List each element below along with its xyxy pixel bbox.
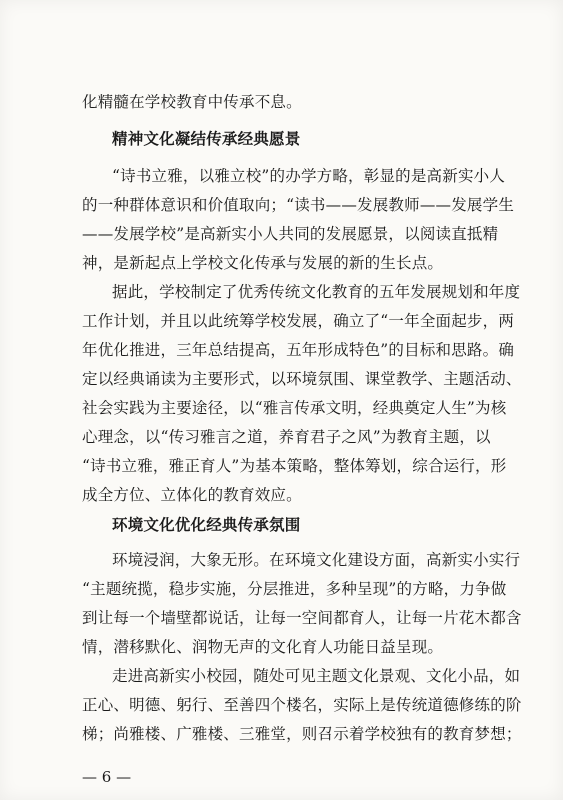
text-line: 成全方位、立体化的教育效应。 [82, 486, 302, 504]
text-line: “主题统揽，稳步实施，分层推进，多种呈现”的方略，力争做 [82, 580, 507, 598]
text-line: 环境浸润，大象无形。在环境文化建设方面，高新实小实行 [112, 551, 521, 569]
text-line: ——发展学校”是高新实小人共同的发展愿景，以阅读直抵精 [82, 225, 499, 243]
text-line: 情，潜移默化、润物无声的文化育人功能日益呈现。 [82, 638, 444, 656]
section-heading: 精神文化凝结传承经典愿景 [112, 129, 301, 148]
text-line: 神，是新起点上学校文化传承与发展的新的生长点。 [82, 254, 444, 272]
page-number: — 6 — [82, 768, 132, 786]
text-line: 到让每一个墙壁都说话，让每一空间都育人，让每一片花木都含 [82, 609, 522, 627]
text-line: 走进高新实小校园，随处可见主题文化景观、文化小品，如 [112, 667, 521, 685]
text-line: 化精髓在学校教育中传承不息。 [82, 93, 302, 111]
text-line: “诗书立雅，以雅立校”的办学方略，彰显的是高新实小人 [112, 167, 506, 185]
text-line: 梯；尚雅楼、广雅楼、三雅堂，则召示着学校独有的教育梦想； [82, 725, 522, 743]
text-line: 心理念，以“传习雅言之道，养育君子之风”为教育主题，以 [82, 428, 491, 446]
text-line: 工作计划，并且以此统筹学校发展，确立了“一年全面起步，两 [82, 312, 515, 330]
section-heading: 环境文化优化经典传承氛围 [112, 515, 301, 534]
text-line: 据此，学校制定了优秀传统文化教育的五年发展规划和年度 [112, 283, 521, 301]
text-line: 的一种群体意识和价值取向；“读书——发展教师——发展学生 [82, 196, 515, 214]
text-line: 定以经典诵读为主要形式，以环境氛围、课堂教学、主题活动、 [82, 370, 522, 388]
text-line: “诗书立雅，雅正育人”为基本策略，整体筹划，综合运行，形 [82, 457, 507, 475]
text-line: 年优化推进，三年总结提高，五年形成特色”的目标和思路。确 [82, 341, 515, 359]
text-line: 社会实践为主要途径，以“雅言传承文明，经典奠定人生”为核 [82, 399, 507, 417]
text-line: 正心、明德、躬行、至善四个楼名，实际上是传统道德修练的阶 [82, 696, 522, 714]
